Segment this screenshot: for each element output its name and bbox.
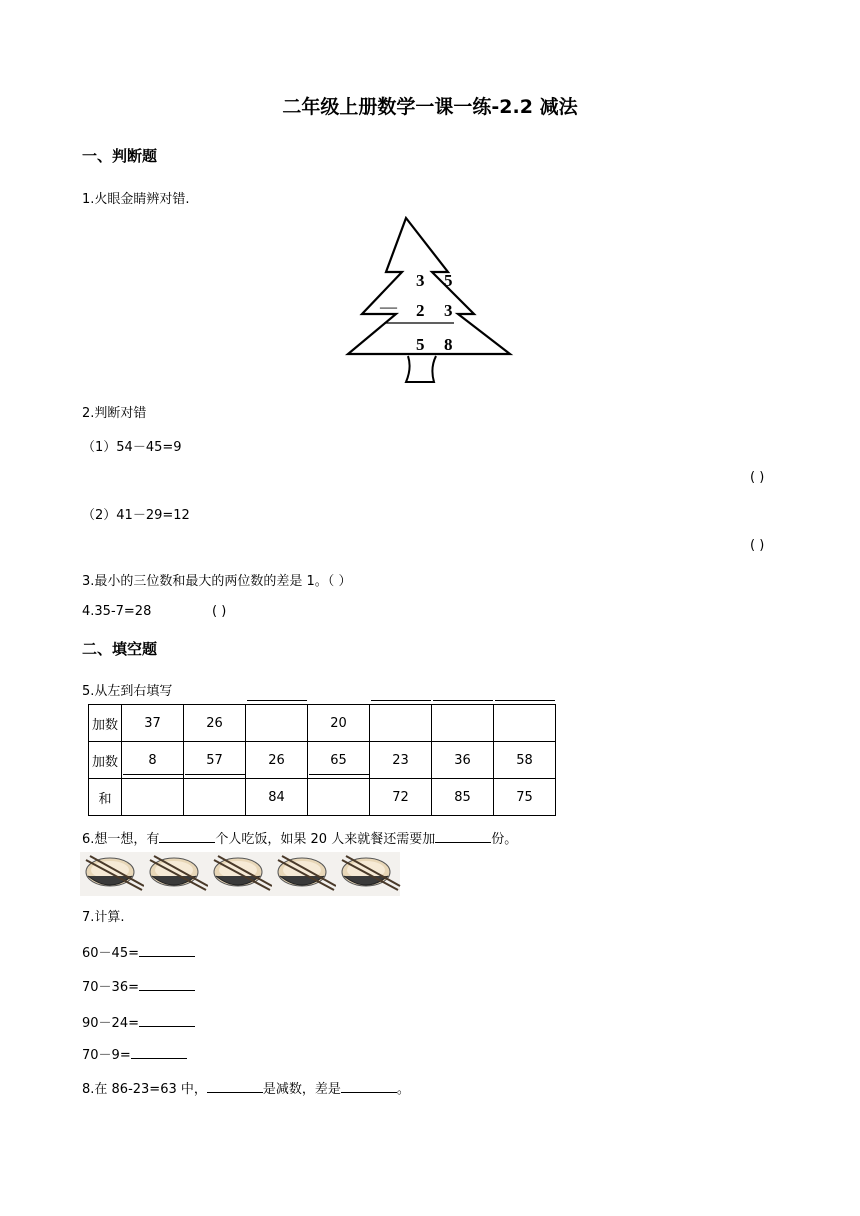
section-heading-judgement: 一、判断题 — [82, 147, 158, 165]
blank-cell[interactable] — [494, 705, 556, 742]
blank-cell[interactable] — [370, 705, 432, 742]
answer-paren-4[interactable]: ( ) — [212, 604, 227, 619]
table-cell: 72 — [370, 779, 432, 816]
answer-paren-2-2[interactable]: ( ) — [750, 538, 765, 553]
question-1-text: 1.火眼金睛辨对错. — [82, 192, 190, 207]
table-cell: 26 — [246, 742, 308, 779]
calc-item — [82, 976, 195, 995]
answer-blank[interactable] — [139, 942, 195, 957]
table-cell: 26 — [184, 705, 246, 742]
question-8-part-3: 。 — [396, 1082, 410, 1097]
table-cell: 8 — [122, 742, 184, 779]
table-cell: 75 — [494, 779, 556, 816]
question-7-text: 7.计算. — [82, 910, 125, 925]
table-cell: 20 — [308, 705, 370, 742]
question-8-part-2: 是减数，差是 — [262, 1082, 341, 1097]
bowl-icon — [336, 852, 400, 896]
question-2-text: 2.判断对错 — [82, 406, 147, 421]
tree-result-ones: 8 — [444, 335, 453, 354]
question-3-text: 3.最小的三位数和最大的两位数的差是 1。（ ） — [82, 574, 352, 589]
bowl-icon — [272, 852, 336, 896]
answer-paren-2-1[interactable]: ( ) — [750, 470, 765, 485]
blank-cell[interactable] — [308, 779, 370, 816]
addition-table — [88, 704, 556, 816]
answer-blank[interactable] — [207, 1078, 263, 1093]
row-label: 和 — [89, 779, 122, 816]
answer-blank[interactable] — [139, 1012, 195, 1027]
answer-blank[interactable] — [341, 1078, 397, 1093]
bowl-icon — [80, 852, 144, 896]
rice-bowls-picture — [80, 852, 402, 896]
blank-cell[interactable] — [432, 705, 494, 742]
tree-minus-sign: — — [380, 297, 397, 316]
question-6-part-2: 个人吃饭，如果 20 人来就餐还需要加 — [215, 832, 436, 847]
tree-minuend-tens: 3 — [416, 271, 425, 290]
table-row — [89, 779, 556, 816]
table-cell: 36 — [432, 742, 494, 779]
blank-cell[interactable] — [184, 779, 246, 816]
answer-blank[interactable] — [159, 828, 215, 843]
question-8-text — [82, 1078, 410, 1097]
tree-trunk — [406, 356, 436, 382]
tree-result-tens: 5 — [416, 335, 425, 354]
section-heading-fill-in: 二、填空题 — [82, 640, 158, 658]
bowl-icon — [208, 852, 272, 896]
tree-outline — [348, 218, 510, 354]
question-5-text: 5.从左到右填写 — [82, 684, 173, 699]
question-6-text — [82, 828, 517, 847]
calc-expression: 70－36= — [82, 980, 139, 995]
calc-item — [82, 942, 195, 961]
blank-cell[interactable] — [122, 779, 184, 816]
table-cell: 57 — [184, 742, 246, 779]
question-6-part-1: 6.想一想，有 — [82, 832, 160, 847]
question-6-part-3: 份。 — [491, 832, 518, 847]
calc-item — [82, 1012, 195, 1031]
table-cell: 23 — [370, 742, 432, 779]
tree-minuend-ones: 5 — [444, 271, 453, 290]
question-8-part-1: 8.在 86-23=63 中， — [82, 1082, 207, 1097]
answer-blank[interactable] — [131, 1044, 187, 1059]
answer-blank[interactable] — [139, 976, 195, 991]
question-2-item-1: （1）54－45=9 — [82, 440, 182, 455]
calc-expression: 70－9= — [82, 1048, 131, 1063]
table-row — [89, 705, 556, 742]
tree-subtrahend-tens: 2 — [416, 301, 425, 320]
calc-expression: 60－45= — [82, 946, 139, 961]
page-title: 二年级上册数学一课一练-2.2 减法 — [282, 96, 578, 118]
table-cell: 37 — [122, 705, 184, 742]
answer-blank[interactable] — [435, 828, 491, 843]
calc-expression: 90－24= — [82, 1016, 139, 1031]
table-cell: 58 — [494, 742, 556, 779]
question-4-text: 4.35-7=28 — [82, 604, 152, 619]
row-label: 加数 — [89, 705, 122, 742]
question-2-item-2: （2）41－29=12 — [82, 508, 190, 523]
row-label: 加数 — [89, 742, 122, 779]
bowl-icon — [144, 852, 208, 896]
table-cell: 65 — [308, 742, 370, 779]
table-cell: 84 — [246, 779, 308, 816]
tree-subtraction-figure — [344, 216, 514, 386]
calc-item — [82, 1044, 187, 1063]
tree-subtrahend-ones: 3 — [444, 301, 453, 320]
table-cell: 85 — [432, 779, 494, 816]
blank-cell[interactable] — [246, 705, 308, 742]
